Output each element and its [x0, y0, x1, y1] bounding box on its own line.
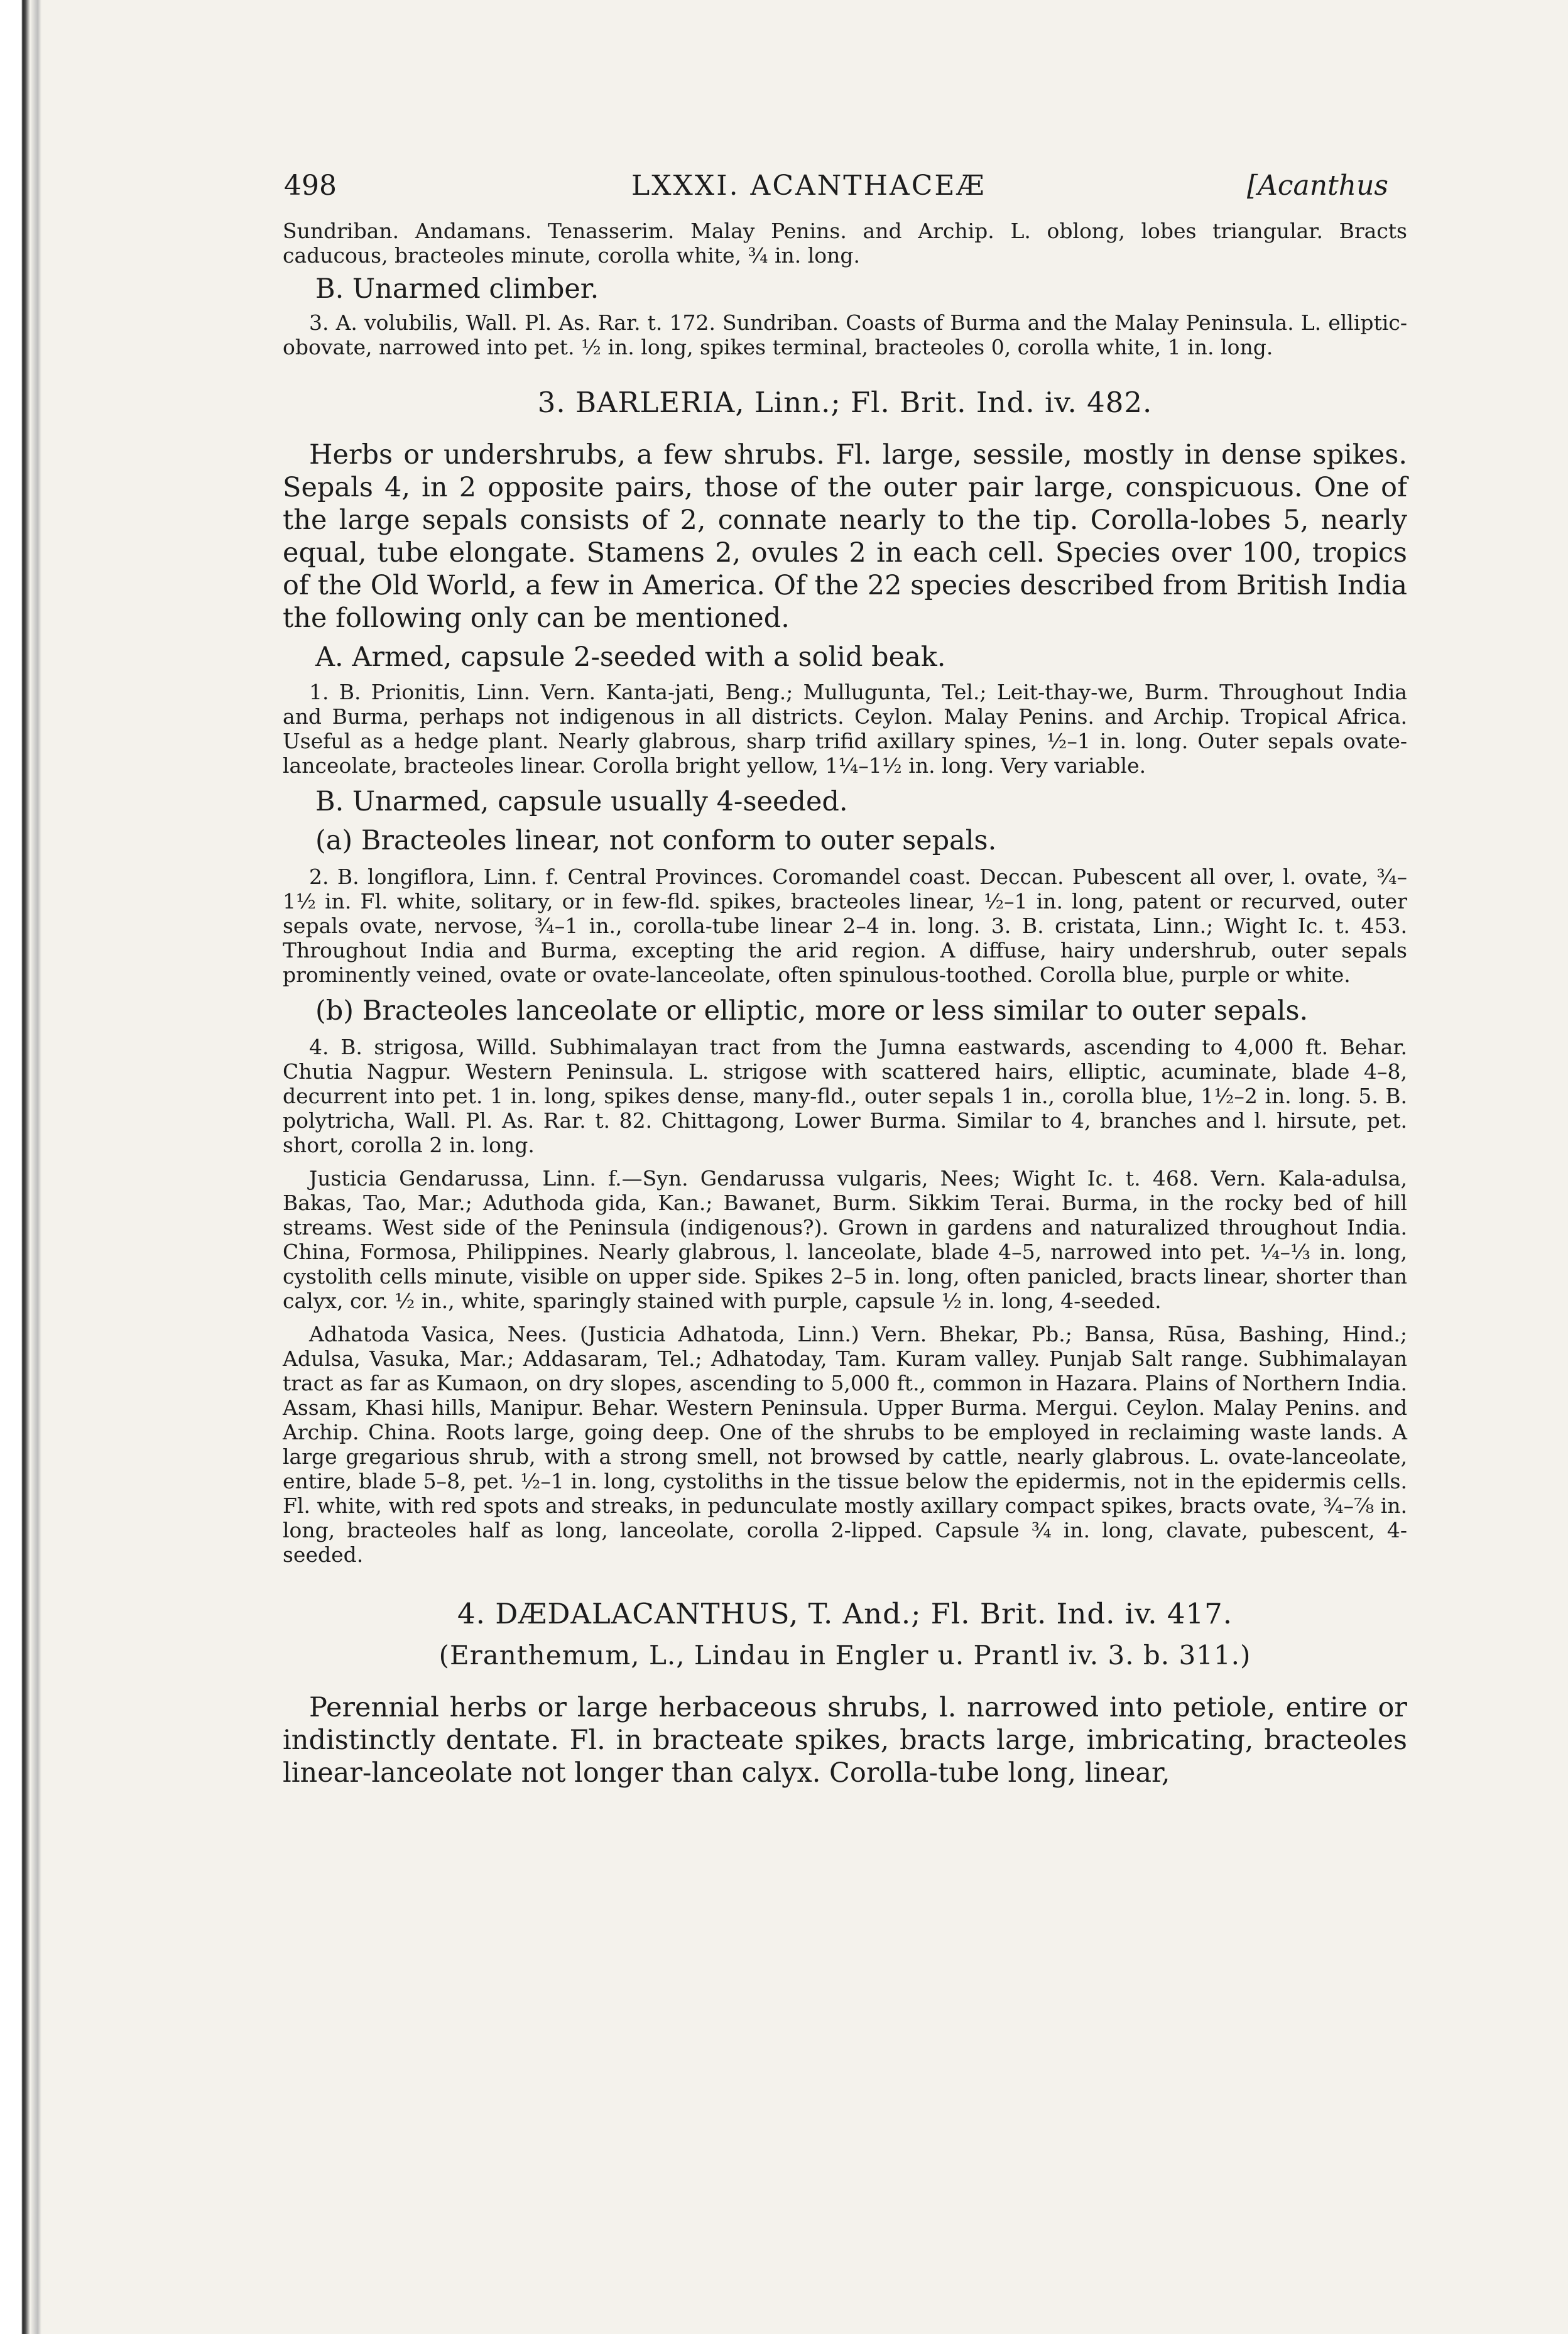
paragraph-p13: Justicia Gendarussa, Linn. f.—Syn. Gendarussa vulgaris, Nees; Wight Ic. t. 468. Vern. Kala-adulsa, Bakas, Tao, Mar.; Aduthoda gida, Kan.; Bawanet, Burm. Sikkim Terai. Burma, in the rocky bed of hill streams. West side of the Peninsula (indigenous?). Grown in gardens and naturalized throughout India. China, Formosa, Philippines. Nearly glabrous, l. lanceolate, blade 4–5, narrowed into pet. ¼–⅓ in. long, cystolith cells minute, visible on upper side. Spikes 2–5 in. long, often panicled, bracts linear, shorter than calyx, cor. ½ in., white, sparingly stained with purple, capsule ½ in. long, 4-seeded.: [283, 1166, 1407, 1313]
paragraph-p7: 1. B. Prionitis, Linn. Vern. Kanta-jati, Beng.; Mullugunta, Tel.; Leit-thay-we, Burm. Throughout India and Burma, perhaps not indigenous in all districts. Ceylon. Malay Penins. and Archip. Tropical Africa. Useful as a hedge plant. Nearly glabrous, sharp trifid axillary spines, ½–1 in. long. Outer sepals ovate-lanceolate, bracteoles linear. Corolla bright yellow, 1¼–1½ in. long. Very variable.: [283, 680, 1407, 778]
subheading-p9: (a) Bracteoles linear, not conform to outer sepals.: [315, 825, 997, 856]
genus-synonym: (Eranthemum, L., Lindau in Engler u. Prantl iv. 3. b. 311.): [438, 1640, 1251, 1671]
subheading-p6: A. Armed, capsule 2-seeded with a solid beak.: [315, 641, 946, 673]
paragraph-p3: 3. A. volubilis, Wall. Pl. As. Rar. t. 172. Sundriban. Coasts of Burma and the Malay Peninsula. L. elliptic-obovate, narrowed into pet. ½ in. long, spikes terminal, bracteoles 0, corolla white, 1 in. long.: [283, 310, 1407, 359]
chapter-title: LXXXI. ACANTHACEÆ: [631, 170, 986, 202]
subheading-p11: (b) Bracteoles lanceolate or elliptic, more or less similar to outer sepals.: [315, 995, 1309, 1027]
genus-heading-barleria: 3. BARLERIA, Linn.; Fl. Brit. Ind. iv. 482.: [537, 386, 1153, 419]
subheading-p2: B. Unarmed climber.: [315, 273, 599, 305]
book-spine-edge: [0, 0, 54, 2334]
page-number: 498: [284, 170, 337, 202]
paragraph-p12: 4. B. strigosa, Willd. Subhimalayan tract from the Jumna eastwards, ascending to 4,000 ft. Behar. Chutia Nagpur. Western Peninsula. L. strigose with scattered hairs, elliptic, acuminate, blade 4–8, decurrent into pet. 1 in. long, spikes dense, many-fld., outer sepals 1 in., corolla blue, 1½–2 in. long. 5. B. polytricha, Wall. Pl. As. Rar. t. 82. Chittagong, Lower Burma. Similar to 4, branches and l. hirsute, pet. short, corolla 2 in. long.: [283, 1035, 1407, 1157]
page-header: [283, 157, 1407, 214]
paragraph-p1: Sundriban. Andamans. Tenasserim. Malay Penins. and Archip. L. oblong, lobes triangular. Bracts caducous, bracteoles minute, corolla white, ¾ in. long.: [283, 219, 1407, 268]
subheading-p8: B. Unarmed, capsule usually 4-seeded.: [315, 786, 848, 817]
paragraph-p10: 2. B. longiflora, Linn. f. Central Provinces. Coromandel coast. Deccan. Pubescent all over, l. ovate, ¾–1½ in. Fl. white, solitary, or in few-fld. spikes, bracteoles linear, ½–1 in. long, patent or recurved, outer sepals ovate, nervose, ¾–1 in., corolla-tube linear 2–4 in. long. 3. B. cristata, Linn.; Wight Ic. t. 453. Throughout India and Burma, excepting the arid region. A diffuse, hairy undershrub, outer sepals prominently veined, ovate or ovate-lanceolate, often spinulous-toothed. Corolla blue, purple or white.: [283, 864, 1407, 987]
running-head: [Acanthus: [1246, 170, 1388, 202]
paragraph-p14: Adhatoda Vasica, Nees. (Justicia Adhatoda, Linn.) Vern. Bhekar, Pb.; Bansa, Rūsa, Bashing, Hind.; Adulsa, Vasuka, Mar.; Addasaram, Tel.; Adhatoday, Tam. Kuram valley. Punjab Salt range. Subhimalayan tract as far as Kumaon, on dry slopes, ascending to 5,000 ft., common in Hazara. Plains of Northern India. Assam, Khasi hills, Manipur. Behar. Western Peninsula. Upper Burma. Mergui. Ceylon. Malay Penins. and Archip. China. Roots large, going deep. One of the shrubs to be employed in reclaiming waste lands. A large gregarious shrub, with a strong smell, not browsed by cattle, nearly glabrous. L. ovate-lanceolate, entire, blade 5–8, pet. ½–1 in. long, cystoliths in the tissue below the epidermis, not in the epidermis cells. Fl. white, with red spots and streaks, in pedunculate mostly axillary compact spikes, bracts ovate, ¾–⅞ in. long, bracteoles half as long, lanceolate, corolla 2-lipped. Capsule ¾ in. long, clavate, pubescent, 4-seeded.: [283, 1322, 1407, 1567]
page: [283, 157, 1407, 1789]
genus-heading-daedalacanthus: 4. DÆDALACANTHUS, T. And.; Fl. Brit. Ind. iv. 417.: [457, 1597, 1233, 1630]
paragraph-p17: Perennial herbs or large herbaceous shrubs, l. narrowed into petiole, entire or indistinctly dentate. Fl. in bracteate spikes, bracts large, imbricating, bracteoles linear-lanceolate not longer than calyx. Corolla-tube long, linear,: [283, 1692, 1407, 1789]
paragraph-p5: Herbs or undershrubs, a few shrubs. Fl. large, sessile, mostly in dense spikes. Sepals 4, in 2 opposite pairs, those of the outer pair large, conspicuous. One of the large sepals consists of 2, connate nearly to the tip. Corolla-lobes 5, nearly equal, tube elongate. Stamens 2, ovules 2 in each cell. Species over 100, tropics of the Old World, a few in America. Of the 22 species described from British India the following only can be mentioned.: [283, 439, 1407, 634]
